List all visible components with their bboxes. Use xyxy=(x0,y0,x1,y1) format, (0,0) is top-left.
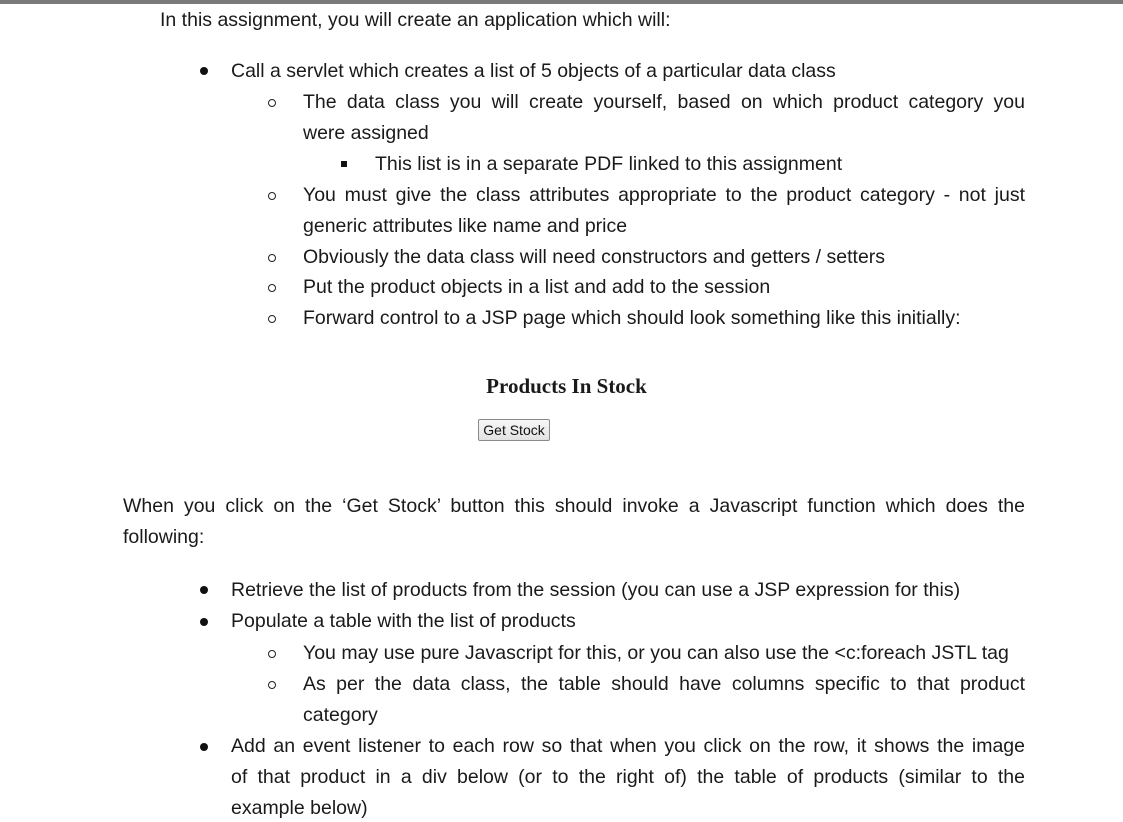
listener-item-line3: example below) xyxy=(231,797,368,819)
constructors-item: Obviously the data class will need constructors and getters / setters xyxy=(303,246,886,268)
populate-item: Populate a table with the list of products xyxy=(231,610,576,632)
click-paragraph-line2: following: xyxy=(123,526,205,548)
circle-bullet-icon xyxy=(268,254,276,262)
click-paragraph-line1: When you click on the ‘Get Stock’ button this should invoke a Javascript function which does the xyxy=(123,495,1025,517)
pdf-note-item: This list is in a separate PDF linked to this assignment xyxy=(375,153,843,175)
square-bullet-icon xyxy=(341,161,347,167)
retrieve-item: Retrieve the list of products from the session (you can use a JSP expression for this) xyxy=(231,579,961,601)
session-item: Put the product objects in a list and add to the session xyxy=(303,276,771,298)
circle-bullet-icon xyxy=(268,192,276,200)
circle-bullet-icon xyxy=(268,650,276,658)
bullet-icon xyxy=(200,586,208,594)
listener-item-line2: of that product in a div below (or to the right of) the table of products (similar to the xyxy=(231,766,1025,788)
data-class-item-line2: were assigned xyxy=(303,122,429,144)
pure-js-item: You may use pure Javascript for this, or you can also use the <c:foreach JSTL tag xyxy=(303,642,1009,664)
servlet-item: Call a servlet which creates a list of 5 objects of a particular data class xyxy=(231,60,836,82)
bullet-icon xyxy=(200,67,208,75)
data-class-item-line1: The data class you will create yourself, based on which product category you xyxy=(303,91,1025,113)
top-border xyxy=(0,0,1123,4)
intro-text: In this assignment, you will create an application which will: xyxy=(160,9,671,31)
bullet-icon xyxy=(200,743,208,751)
get-stock-button[interactable]: Get Stock xyxy=(478,419,550,441)
attributes-item-line2: generic attributes like name and price xyxy=(303,215,628,237)
circle-bullet-icon xyxy=(268,99,276,107)
circle-bullet-icon xyxy=(268,681,276,689)
columns-item-line1: As per the data class, the table should have columns specific to that product xyxy=(303,673,1025,695)
circle-bullet-icon xyxy=(268,284,276,292)
example-page-title: Products In Stock xyxy=(486,374,647,398)
columns-item-line2: category xyxy=(303,704,378,726)
circle-bullet-icon xyxy=(268,315,276,323)
attributes-item-line1: You must give the class attributes appropriate to the product category - not just xyxy=(303,184,1025,206)
listener-item-line1: Add an event listener to each row so that when you click on the row, it shows the image xyxy=(231,735,1025,757)
bullet-icon xyxy=(200,618,208,626)
forward-item: Forward control to a JSP page which should look something like this initially: xyxy=(303,307,961,329)
